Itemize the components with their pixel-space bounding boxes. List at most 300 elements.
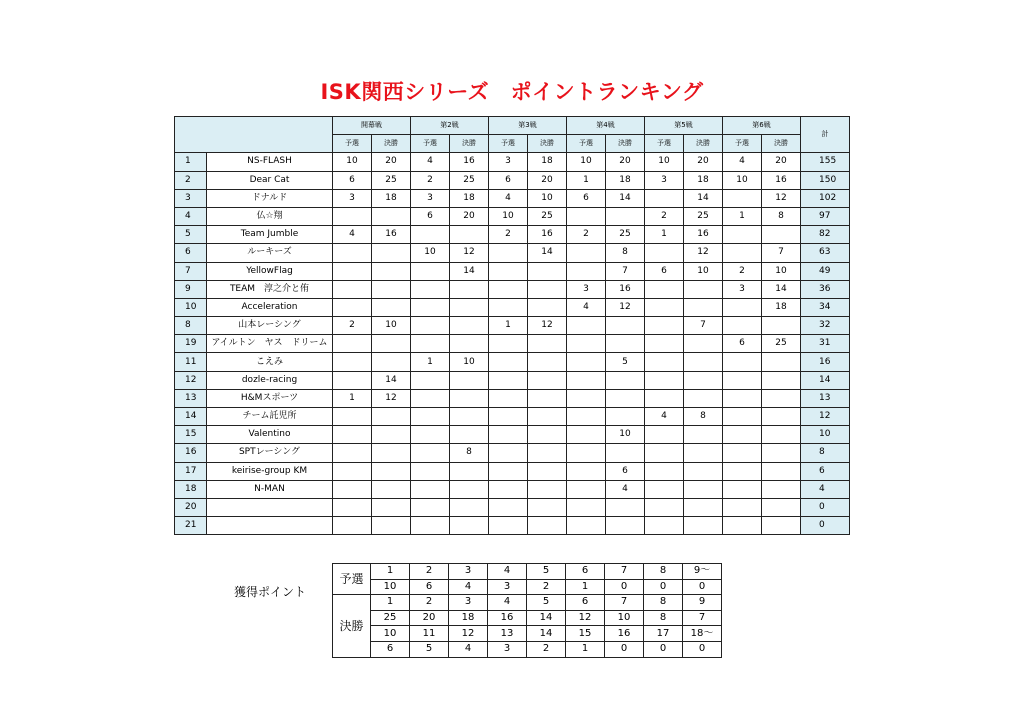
total-cell: 14 xyxy=(801,371,850,389)
score-cell xyxy=(333,244,372,262)
ranking-body xyxy=(175,153,850,535)
score-cell xyxy=(450,480,489,498)
score-cell xyxy=(372,462,411,480)
table-row xyxy=(175,207,850,225)
score-cell xyxy=(333,517,372,535)
table-row xyxy=(175,444,850,462)
score-cell: 4 xyxy=(333,226,372,244)
points-cell: 14 xyxy=(527,610,566,626)
score-cell xyxy=(528,262,567,280)
score-cell xyxy=(684,480,723,498)
score-cell xyxy=(567,207,606,225)
table-row xyxy=(175,298,850,316)
score-cell xyxy=(645,244,684,262)
points-cell: 3 xyxy=(449,564,488,580)
total-cell: 16 xyxy=(801,353,850,371)
team-name-cell: Acceleration xyxy=(207,298,333,316)
score-cell: 25 xyxy=(528,207,567,225)
score-cell xyxy=(528,280,567,298)
score-cell xyxy=(411,371,450,389)
score-cell xyxy=(723,517,762,535)
score-cell: 18 xyxy=(372,189,411,207)
score-cell xyxy=(567,317,606,335)
score-cell xyxy=(567,244,606,262)
score-cell: 4 xyxy=(411,153,450,171)
score-cell xyxy=(762,408,801,426)
points-cell: 4 xyxy=(449,641,488,657)
score-cell xyxy=(762,226,801,244)
score-cell xyxy=(645,498,684,516)
score-cell xyxy=(489,389,528,407)
points-cell: 0 xyxy=(605,641,644,657)
score-cell xyxy=(411,408,450,426)
score-cell xyxy=(762,498,801,516)
score-cell xyxy=(528,517,567,535)
final-header: 決勝 xyxy=(528,135,567,153)
score-cell xyxy=(684,444,723,462)
total-cell: 12 xyxy=(801,408,850,426)
points-row xyxy=(333,595,722,611)
score-cell: 2 xyxy=(723,262,762,280)
rank-cell: 2 xyxy=(175,171,207,189)
points-cell: 15 xyxy=(566,626,605,642)
score-cell: 10 xyxy=(645,153,684,171)
score-cell xyxy=(684,498,723,516)
score-cell: 12 xyxy=(528,317,567,335)
score-cell: 3 xyxy=(489,153,528,171)
score-cell xyxy=(450,462,489,480)
score-cell xyxy=(684,426,723,444)
score-cell xyxy=(528,480,567,498)
score-cell: 18 xyxy=(528,153,567,171)
team-name-cell: ドナルド xyxy=(207,189,333,207)
points-cell: 12 xyxy=(566,610,605,626)
total-cell: 31 xyxy=(801,335,850,353)
score-cell xyxy=(762,462,801,480)
score-cell: 4 xyxy=(567,298,606,316)
points-cell: 0 xyxy=(644,579,683,595)
team-name-cell: YellowFlag xyxy=(207,262,333,280)
score-cell xyxy=(450,389,489,407)
points-cell: 13 xyxy=(488,626,527,642)
points-row xyxy=(333,610,722,626)
score-cell xyxy=(528,371,567,389)
score-cell xyxy=(645,353,684,371)
points-cell: 7 xyxy=(605,595,644,611)
score-cell: 6 xyxy=(333,171,372,189)
qual-header: 予選 xyxy=(645,135,684,153)
table-row xyxy=(175,480,850,498)
qual-header: 予選 xyxy=(333,135,372,153)
team-name-cell: TEAM 淳之介と侑 xyxy=(207,280,333,298)
team-name-cell: SPTレーシング xyxy=(207,444,333,462)
score-cell xyxy=(333,480,372,498)
points-cell: 0 xyxy=(683,579,722,595)
score-cell: 12 xyxy=(372,389,411,407)
score-cell: 6 xyxy=(489,171,528,189)
score-cell xyxy=(489,426,528,444)
score-cell: 20 xyxy=(372,153,411,171)
rank-cell: 15 xyxy=(175,426,207,444)
points-cell: 5 xyxy=(410,641,449,657)
total-cell: 34 xyxy=(801,298,850,316)
score-cell xyxy=(411,517,450,535)
rank-cell: 5 xyxy=(175,226,207,244)
race-header-1: 開幕戦 xyxy=(333,117,411,135)
score-cell xyxy=(762,317,801,335)
table-row xyxy=(175,371,850,389)
team-name-cell xyxy=(207,517,333,535)
score-cell xyxy=(411,498,450,516)
team-name-cell: Valentino xyxy=(207,426,333,444)
score-cell xyxy=(528,444,567,462)
score-cell xyxy=(567,335,606,353)
score-cell: 12 xyxy=(606,298,645,316)
score-cell xyxy=(723,298,762,316)
points-cell: 20 xyxy=(410,610,449,626)
points-cell: 10 xyxy=(371,579,410,595)
score-cell: 8 xyxy=(762,207,801,225)
points-body xyxy=(333,564,722,658)
final-header: 決勝 xyxy=(606,135,645,153)
score-cell xyxy=(645,317,684,335)
score-cell xyxy=(684,389,723,407)
score-cell xyxy=(645,426,684,444)
score-cell xyxy=(489,244,528,262)
points-cell: 4 xyxy=(488,564,527,580)
rank-cell: 13 xyxy=(175,389,207,407)
score-cell: 1 xyxy=(723,207,762,225)
score-cell: 2 xyxy=(645,207,684,225)
team-name-cell: こえみ xyxy=(207,353,333,371)
points-cell: 12 xyxy=(449,626,488,642)
score-cell xyxy=(411,462,450,480)
score-cell xyxy=(567,389,606,407)
score-cell xyxy=(567,498,606,516)
score-cell xyxy=(567,517,606,535)
score-cell: 20 xyxy=(528,171,567,189)
score-cell xyxy=(411,389,450,407)
rank-cell: 18 xyxy=(175,480,207,498)
score-cell: 10 xyxy=(372,317,411,335)
points-cell: 7 xyxy=(683,610,722,626)
page-title: ISK関西シリーズ ポイントランキング xyxy=(320,80,704,104)
rank-cell: 21 xyxy=(175,517,207,535)
score-cell xyxy=(567,480,606,498)
points-cell: 16 xyxy=(488,610,527,626)
score-cell: 10 xyxy=(411,244,450,262)
points-cell: 3 xyxy=(488,579,527,595)
points-cell: 4 xyxy=(449,579,488,595)
score-cell: 3 xyxy=(723,280,762,298)
points-cell: 1 xyxy=(371,564,410,580)
points-row xyxy=(333,641,722,657)
table-row xyxy=(175,189,850,207)
points-cell: 2 xyxy=(410,595,449,611)
points-cell: 2 xyxy=(527,579,566,595)
final-header: 決勝 xyxy=(450,135,489,153)
score-cell xyxy=(723,317,762,335)
total-cell: 155 xyxy=(801,153,850,171)
score-cell: 18 xyxy=(684,171,723,189)
score-cell xyxy=(333,408,372,426)
qual-header: 予選 xyxy=(411,135,450,153)
rank-cell: 14 xyxy=(175,408,207,426)
table-row xyxy=(175,153,850,171)
points-row xyxy=(333,579,722,595)
table-row xyxy=(175,244,850,262)
score-cell xyxy=(645,335,684,353)
score-cell xyxy=(762,426,801,444)
score-cell xyxy=(567,426,606,444)
score-cell xyxy=(489,371,528,389)
score-cell xyxy=(489,335,528,353)
score-cell xyxy=(723,408,762,426)
table-row xyxy=(175,226,850,244)
score-cell xyxy=(723,389,762,407)
score-cell: 10 xyxy=(684,262,723,280)
points-cell: 9〜 xyxy=(683,564,722,580)
score-cell xyxy=(645,444,684,462)
score-cell xyxy=(528,298,567,316)
score-cell: 2 xyxy=(489,226,528,244)
table-row xyxy=(175,498,850,516)
score-cell xyxy=(528,353,567,371)
points-cell: 1 xyxy=(566,641,605,657)
total-cell: 4 xyxy=(801,480,850,498)
table-row xyxy=(175,262,850,280)
score-cell xyxy=(723,444,762,462)
rank-cell: 4 xyxy=(175,207,207,225)
score-cell: 25 xyxy=(762,335,801,353)
score-cell: 6 xyxy=(567,189,606,207)
total-cell: 32 xyxy=(801,317,850,335)
score-cell xyxy=(489,517,528,535)
score-cell: 3 xyxy=(411,189,450,207)
score-cell xyxy=(528,498,567,516)
score-cell xyxy=(411,444,450,462)
team-name-cell xyxy=(207,498,333,516)
points-cell: 25 xyxy=(371,610,410,626)
score-cell: 6 xyxy=(411,207,450,225)
table-row xyxy=(175,317,850,335)
score-cell xyxy=(762,444,801,462)
score-cell: 16 xyxy=(606,280,645,298)
score-cell: 6 xyxy=(645,262,684,280)
score-cell xyxy=(645,517,684,535)
score-cell xyxy=(645,298,684,316)
points-cell: 5 xyxy=(527,595,566,611)
score-cell: 25 xyxy=(450,171,489,189)
score-cell xyxy=(606,335,645,353)
final-header: 決勝 xyxy=(684,135,723,153)
rank-cell: 12 xyxy=(175,371,207,389)
score-cell xyxy=(372,444,411,462)
score-cell: 5 xyxy=(606,353,645,371)
score-cell xyxy=(489,462,528,480)
score-cell xyxy=(411,280,450,298)
team-name-cell: keirise-group KM xyxy=(207,462,333,480)
score-cell xyxy=(645,480,684,498)
score-cell: 1 xyxy=(645,226,684,244)
score-cell: 25 xyxy=(684,207,723,225)
score-cell: 16 xyxy=(528,226,567,244)
score-cell xyxy=(684,371,723,389)
score-cell xyxy=(333,444,372,462)
score-cell: 14 xyxy=(528,244,567,262)
table-row xyxy=(175,517,850,535)
score-cell xyxy=(372,244,411,262)
total-cell: 36 xyxy=(801,280,850,298)
score-cell xyxy=(606,207,645,225)
score-cell: 10 xyxy=(489,207,528,225)
score-cell xyxy=(528,426,567,444)
table-row xyxy=(175,389,850,407)
score-cell xyxy=(372,408,411,426)
score-cell xyxy=(723,426,762,444)
score-cell xyxy=(333,298,372,316)
score-cell: 20 xyxy=(684,153,723,171)
points-cell: 16 xyxy=(605,626,644,642)
score-cell: 10 xyxy=(450,353,489,371)
final-header: 決勝 xyxy=(762,135,801,153)
team-name-cell: 仏☆翔 xyxy=(207,207,333,225)
points-cell: 0 xyxy=(605,579,644,595)
score-cell xyxy=(645,462,684,480)
points-cell: 14 xyxy=(527,626,566,642)
score-cell xyxy=(333,262,372,280)
score-cell xyxy=(333,371,372,389)
score-cell: 12 xyxy=(762,189,801,207)
total-cell: 6 xyxy=(801,462,850,480)
score-cell xyxy=(528,462,567,480)
team-name-cell: H&Mスポーツ xyxy=(207,389,333,407)
total-cell: 150 xyxy=(801,171,850,189)
score-cell xyxy=(606,517,645,535)
team-name-cell: NS-FLASH xyxy=(207,153,333,171)
points-cell: 9 xyxy=(683,595,722,611)
rank-cell: 1 xyxy=(175,153,207,171)
score-cell xyxy=(333,335,372,353)
score-cell xyxy=(723,480,762,498)
score-cell: 4 xyxy=(489,189,528,207)
score-cell: 10 xyxy=(567,153,606,171)
score-cell xyxy=(645,371,684,389)
score-cell xyxy=(645,280,684,298)
score-cell: 10 xyxy=(333,153,372,171)
points-cell: 10 xyxy=(605,610,644,626)
score-cell: 6 xyxy=(606,462,645,480)
table-row xyxy=(175,408,850,426)
score-cell xyxy=(567,262,606,280)
rank-cell: 11 xyxy=(175,353,207,371)
score-cell xyxy=(762,371,801,389)
score-cell xyxy=(333,426,372,444)
score-cell xyxy=(450,226,489,244)
score-cell: 2 xyxy=(333,317,372,335)
score-cell xyxy=(684,353,723,371)
score-cell xyxy=(489,498,528,516)
score-cell xyxy=(684,517,723,535)
score-cell xyxy=(723,244,762,262)
score-cell: 18 xyxy=(762,298,801,316)
rank-cell: 7 xyxy=(175,262,207,280)
points-cell: 6 xyxy=(371,641,410,657)
score-cell xyxy=(333,280,372,298)
score-cell: 20 xyxy=(762,153,801,171)
score-cell xyxy=(723,226,762,244)
points-cell: 8 xyxy=(644,610,683,626)
score-cell xyxy=(606,444,645,462)
final-header: 決勝 xyxy=(372,135,411,153)
race-header-2: 第2戦 xyxy=(411,117,489,135)
score-cell: 4 xyxy=(645,408,684,426)
points-cell: 3 xyxy=(449,595,488,611)
total-cell: 10 xyxy=(801,426,850,444)
score-cell xyxy=(411,317,450,335)
score-cell xyxy=(606,408,645,426)
score-cell: 14 xyxy=(762,280,801,298)
points-cell: 3 xyxy=(488,641,527,657)
score-cell: 12 xyxy=(684,244,723,262)
score-cell xyxy=(723,462,762,480)
team-name-cell: チーム託児所 xyxy=(207,408,333,426)
score-cell: 25 xyxy=(606,226,645,244)
score-cell xyxy=(489,262,528,280)
score-cell xyxy=(450,517,489,535)
points-cell: 8 xyxy=(644,564,683,580)
total-cell: 63 xyxy=(801,244,850,262)
total-cell: 102 xyxy=(801,189,850,207)
score-cell: 14 xyxy=(372,371,411,389)
team-name-cell: アイルトン ヤス ドリーム xyxy=(207,335,333,353)
score-cell xyxy=(450,408,489,426)
team-name-cell: N-MAN xyxy=(207,480,333,498)
score-cell: 14 xyxy=(450,262,489,280)
score-cell xyxy=(372,207,411,225)
score-cell: 2 xyxy=(567,226,606,244)
score-cell: 8 xyxy=(606,244,645,262)
score-cell: 14 xyxy=(684,189,723,207)
points-row xyxy=(333,564,722,580)
score-cell xyxy=(450,280,489,298)
score-cell: 1 xyxy=(567,171,606,189)
score-cell xyxy=(333,462,372,480)
table-row xyxy=(175,335,850,353)
score-cell: 18 xyxy=(450,189,489,207)
score-cell xyxy=(411,426,450,444)
score-cell xyxy=(372,262,411,280)
score-cell: 20 xyxy=(450,207,489,225)
score-cell xyxy=(450,498,489,516)
score-cell xyxy=(723,498,762,516)
race-header-5: 第5戦 xyxy=(645,117,723,135)
score-cell xyxy=(489,353,528,371)
score-cell xyxy=(450,371,489,389)
score-cell xyxy=(684,280,723,298)
score-cell xyxy=(411,335,450,353)
score-cell: 16 xyxy=(450,153,489,171)
score-cell xyxy=(372,498,411,516)
race-header-4: 第4戦 xyxy=(567,117,645,135)
total-header: 計 xyxy=(801,117,850,153)
score-cell: 18 xyxy=(606,171,645,189)
team-name-cell: Dear Cat xyxy=(207,171,333,189)
score-cell: 16 xyxy=(684,226,723,244)
points-cell: 2 xyxy=(527,641,566,657)
score-cell: 10 xyxy=(528,189,567,207)
total-cell: 8 xyxy=(801,444,850,462)
